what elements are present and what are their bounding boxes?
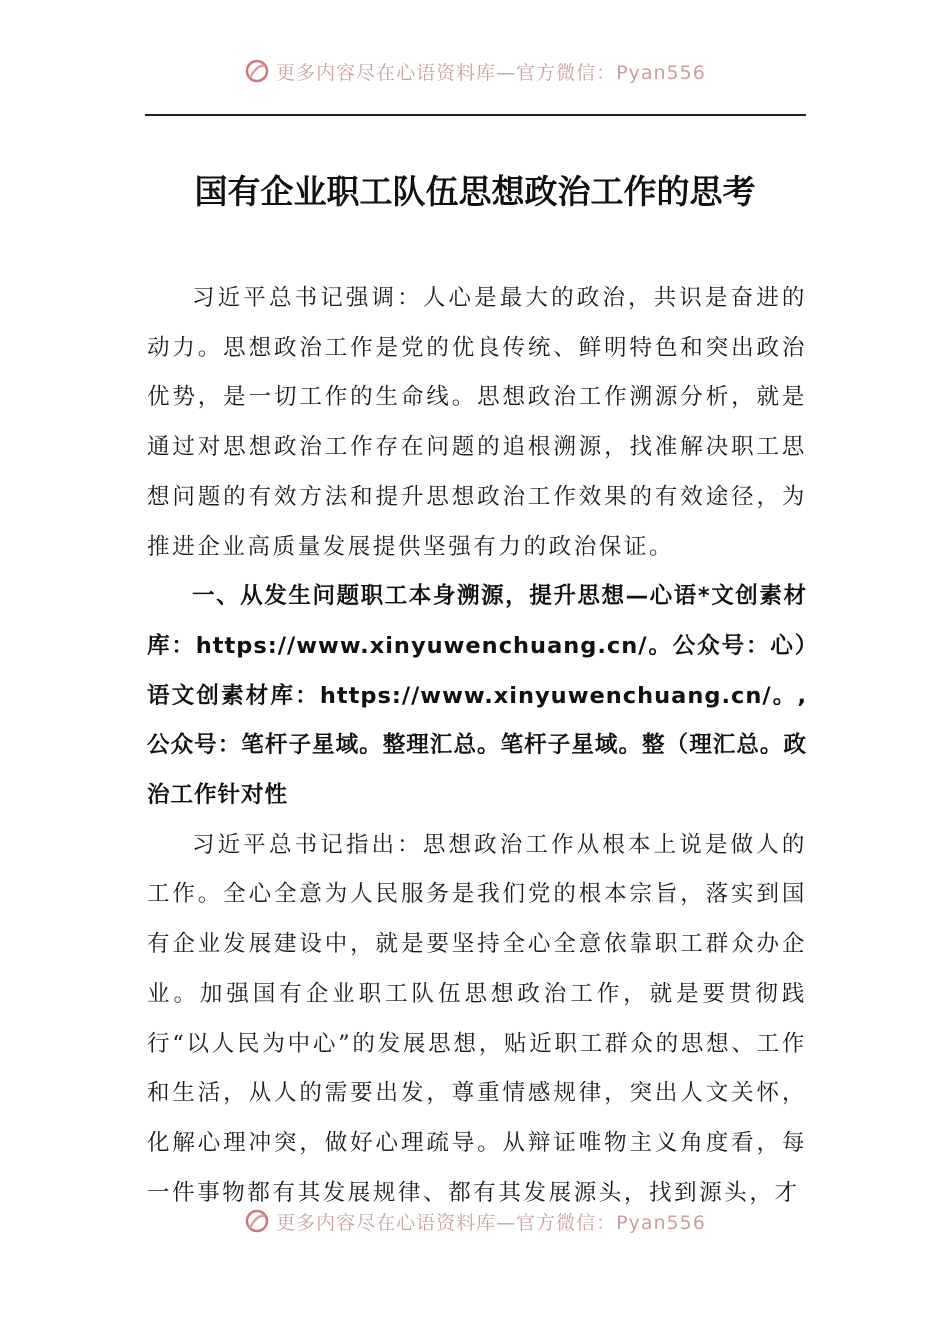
section-heading-1: 一、从发生问题职工本身溯源，提升思想—心语*文创素材库：https://www.xinyuwenchuang.cn/。公众号：心）语文创素材库：https://www.xinyuwenchuang.cn/。,公众号：笔杆子星域。整理汇总。笔杆子星域。整（理汇总。政治工作针对性 bbox=[147, 583, 807, 809]
watermark-text: 更多内容尽在心语资料库—官方微信：Pyan556 bbox=[276, 1211, 706, 1234]
document-title: 国有企业职工队伍思想政治工作的思考 bbox=[194, 172, 756, 211]
logo-icon bbox=[244, 58, 270, 84]
document-body bbox=[147, 274, 807, 1218]
body-paragraph: 习近平总书记指出：思想政治工作从根本上说是做人的工作。全心全意为人民服务是我们党的根本宗旨，落实到国有企业发展建设中，就是要坚持全心全意依靠职工群众办企业。加强国有企业职工队伍思想政治工作，就是要贯彻践行“以人民为中心”的发展思想，贴近职工群众的思想、工作和生活，从人的需要出发，尊重情感规律，突出人文关怀，化解心理冲突，做好心理疏导。从辩证唯物主义角度看，每一件事物都有其发展规律、都有其发展源头，找到源头，才 bbox=[147, 831, 807, 1206]
header-rule bbox=[145, 114, 806, 116]
watermark-text: 更多内容尽在心语资料库—官方微信：Pyan556 bbox=[276, 61, 706, 84]
header-watermark bbox=[0, 56, 950, 86]
footer-watermark bbox=[0, 1206, 950, 1236]
intro-paragraph: 习近平总书记强调：人心是最大的政治，共识是奋进的动力。思想政治工作是党的优良传统、鲜明特色和突出政治优势，是一切工作的生命线。思想政治工作溯源分析，就是通过对思想政治工作存在问题的追根溯源，找准解决职工思想问题的有效方法和提升思想政治工作效果的有效途径，为推进企业高质量发展提供坚强有力的政治保证。 bbox=[147, 285, 807, 560]
logo-icon bbox=[244, 1208, 270, 1234]
